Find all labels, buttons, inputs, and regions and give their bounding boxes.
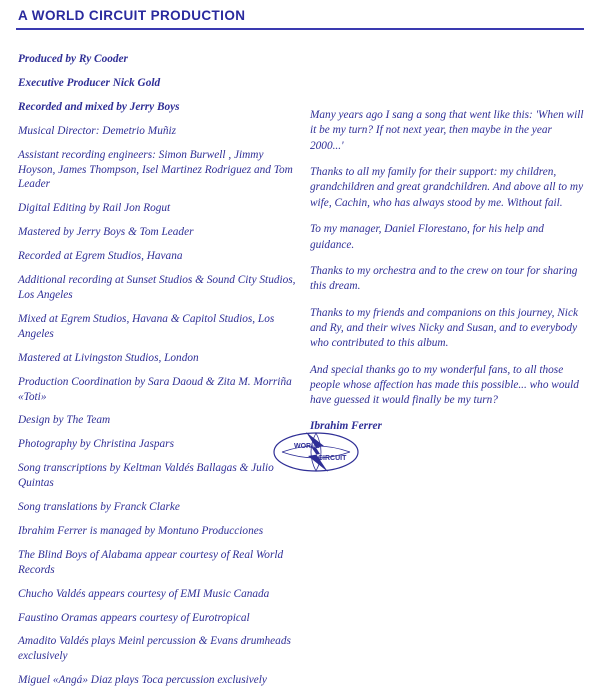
credit-line: Produced by Ry Cooder: [18, 53, 128, 65]
credit-line: Recorded at Egrem Studios, Havana: [18, 250, 183, 263]
thanks-paragraph: And special thanks go to my wonderful fans, to all those people whose affection has made this possible... who would have guessed it would finally be my turn?: [310, 363, 579, 407]
credit-line: Song transcriptions by Keltman Valdés Ballagas & Julio Quintas: [18, 462, 274, 490]
credit-line: Ibrahim Ferrer is managed by Montuno Producciones: [18, 524, 264, 537]
credit-line: Musical Director: Demetrio Muñiz: [18, 124, 177, 137]
thanks-paragraph: Many years ago I sang a song that went like this: 'When will it be my turn? If not next year, then maybe in the year 2000...': [310, 109, 584, 152]
credit-line: Digital Editing by Rail Jon Rogut: [18, 202, 171, 215]
thanks-paragraph: To my manager, Daniel Florestano, for his help and guidance.: [310, 223, 544, 251]
credit-line: Additional recording at Sunset Studios & Sound City Studios, Los Angeles: [18, 274, 296, 301]
credit-line: Chucho Valdés appears courtesy of EMI Music Canada: [18, 587, 270, 600]
page-title: A WORLD CIRCUIT PRODUCTION: [18, 8, 246, 23]
thanks-column: [310, 108, 585, 432]
credit-line: Photography by Christina Jaspars: [18, 438, 174, 451]
signature: Ibrahim Ferrer: [310, 419, 382, 432]
credit-line: Mastered by Jerry Boys & Tom Leader: [18, 226, 194, 239]
thanks-paragraph: Thanks to my orchestra and to the crew on tour for sharing this dream.: [310, 264, 578, 293]
thanks-paragraph: Thanks to my friends and companions on this journey, Nick and Ry, and their wives Nicky and Susan, and to everybody who contributed to this album.: [310, 306, 578, 350]
credit-line: Miguel «Angá» Diaz plays Toca percussion exclusively: [18, 674, 267, 687]
svg-text:WORLD: WORLD: [294, 443, 321, 450]
credit-line: Mixed at Egrem Studios, Havana & Capitol Studios, Los Angeles: [18, 312, 275, 340]
credit-line: Recorded and mixed by Jerry Boys: [18, 100, 180, 113]
credit-line: Faustino Oramas appears courtesy of Eurotropical: [18, 611, 250, 624]
svg-text:CIRCUIT: CIRCUIT: [318, 455, 347, 462]
credit-line: Assistant recording engineers: Simon Burwell , Jimmy Hoyson, James Thompson, Isel Martinez Rodriguez and Tom Leader: [18, 148, 293, 191]
credits-column: [18, 52, 303, 697]
header-divider: [16, 28, 584, 30]
credit-line: Design by The Team: [18, 414, 111, 427]
credit-line: Song translations by Franck Clarke: [18, 501, 180, 514]
credit-line: Production Coordination by Sara Daoud & Zita M. Morriña «Toti»: [18, 375, 292, 403]
thanks-paragraphs: [310, 108, 585, 409]
world-circuit-logo: [272, 428, 360, 476]
credit-line: The Blind Boys of Alabama appear courtesy of Real World Records: [18, 548, 284, 576]
credit-line: Mastered at Livingston Studios, London: [18, 351, 199, 364]
thanks-paragraph: Thanks to all my family for their support: my children, grandchildren and great grandchildren. And above all to my wife, Cachin, who has always stood by me. Without fail.: [310, 166, 584, 209]
credit-line: Executive Producer Nick Gold: [18, 76, 161, 89]
credit-line: Amadito Valdés plays Meinl percussion & Evans drumheads exclusively: [18, 635, 291, 663]
